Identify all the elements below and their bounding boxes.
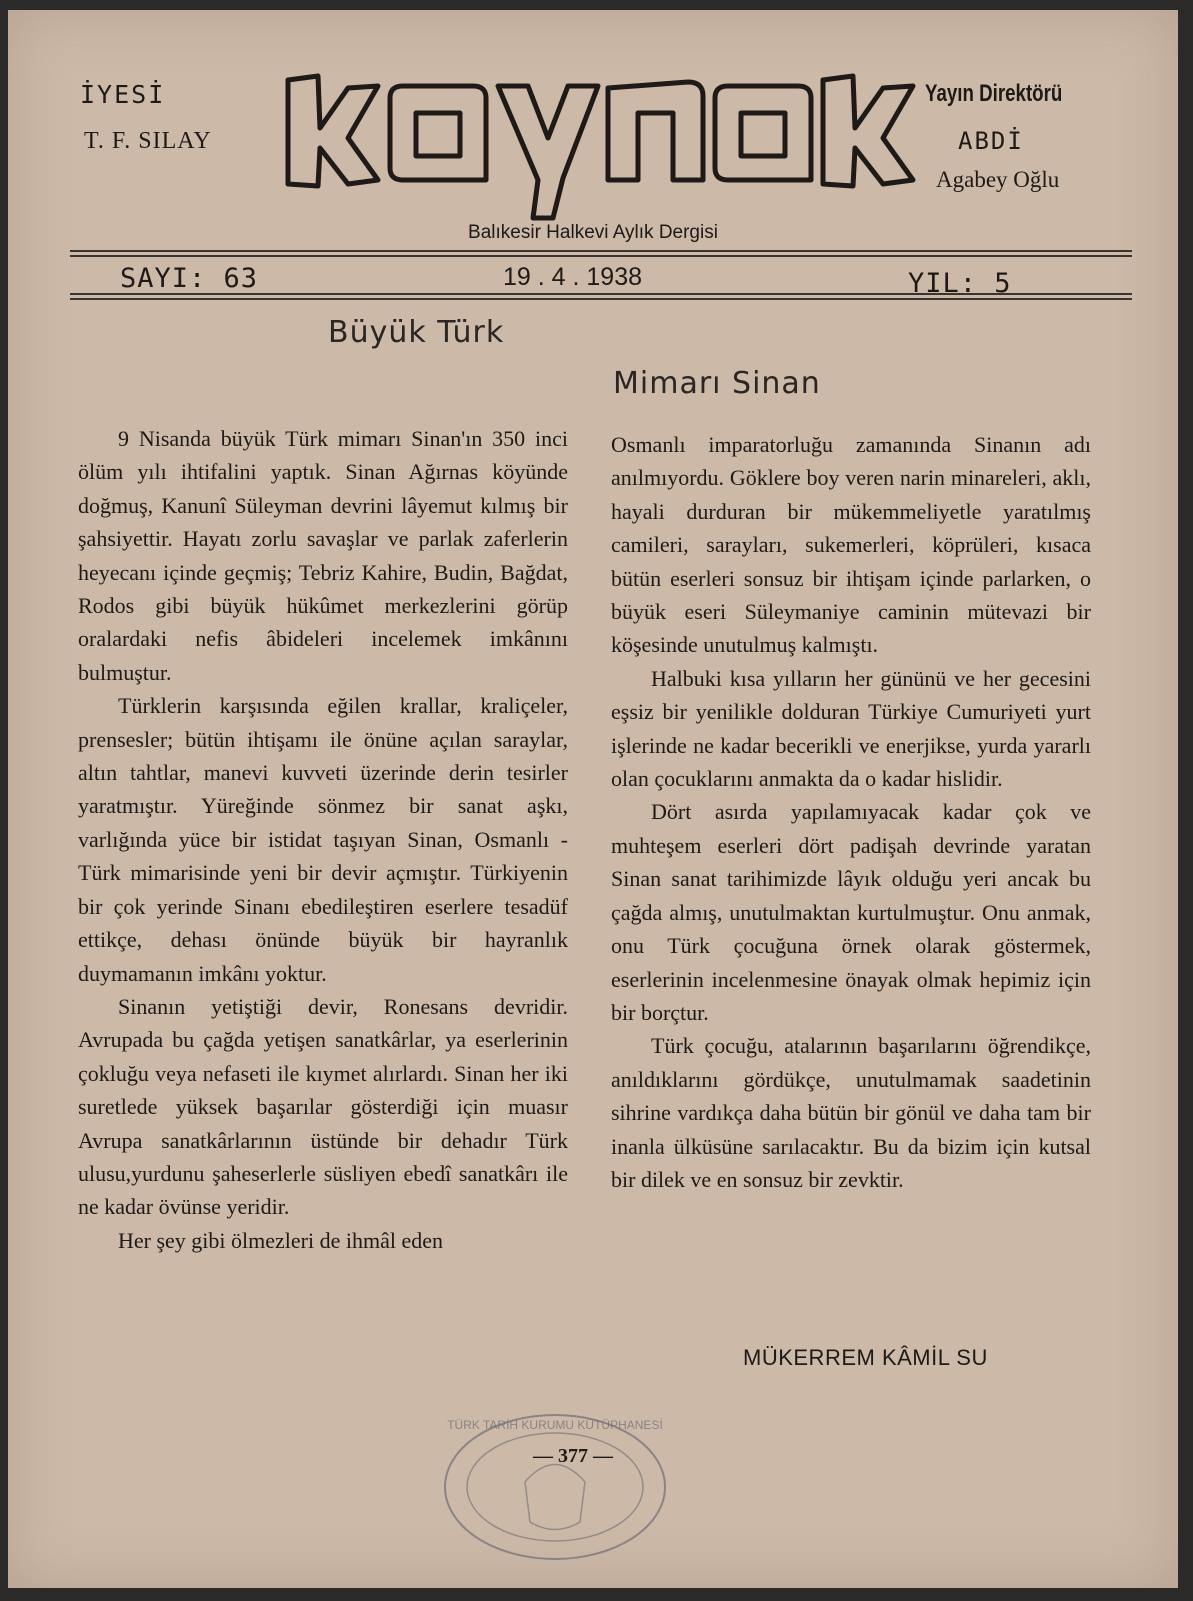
volume-year: YIL: 5 — [908, 268, 1012, 299]
magazine-subtitle: Balıkesir Halkevi Aylık Dergisi — [468, 222, 718, 243]
owner-name: T. F. SILAY — [84, 128, 212, 154]
director-name: ABDİ — [958, 127, 1024, 155]
top-rule — [70, 250, 1132, 252]
top-rule-thin — [70, 255, 1132, 257]
issue-number: SAYI: 63 — [120, 263, 259, 294]
author-signature: MÜKERREM KÂMİL SU — [743, 1345, 988, 1370]
article-left-column — [78, 422, 568, 1257]
paragraph: Osmanlı imparatorluğu zamanında Sinanın adı anılmıyordu. Göklere boy veren narin minareleri, aklı, hayali durduran bir mükemmeliyetle yaratılmış camileri, sarayları, sukemerleri, köprüleri, kısaca bütün eserleri sonsuz bir ihtişam içinde parlarken, o büyük eseri Süleymaniye caminin mütevazi bir köşesinde unutulmuş kalmıştı. — [611, 432, 1091, 658]
paragraph: Türklerin karşısında eğilen krallar, kraliçeler, prensesler; bütün ihtişamı ile önüne açılan saraylar, altın tahtlar, manevi kuvveti üzerinde derin tesirler yaratmıştır. Yüreğinde sönmez bir sanat aşkı, varlığında yüce bir istidat taşıyan Sinan, Osmanlı - Türk mimarisinde yeni bir devir açmıştır. Türkiyenin bir çok yerinde Sinanı ebedileştiren eserlere tesadüf ettikçe, dehası önünde büyük bir hayranlık duymamanın imkânı yoktur. — [78, 693, 568, 986]
headline-line-2: Mimarı Sinan — [613, 366, 821, 401]
magazine-page — [8, 10, 1178, 1588]
paragraph: Her şey gibi ölmezleri de ihmâl eden — [118, 1227, 443, 1253]
headline-line-1: Büyük Türk — [328, 315, 505, 350]
paragraph: Dört asırda yapılamıyacak kadar çok ve muhteşem eserleri dört padişah devrinde yaratan Sinan sanat tarihimizde lâyık olduğu yeri ancak bu çağda almış, unutulmaktan kurtulmuştur. Onu anmak, onu Türk çocuğuna örnek olarak göstermek, eserlerinin incelenmesine önayak olmak hepimiz için bir borçtur. — [611, 799, 1091, 1025]
article-right-column — [611, 428, 1091, 1196]
director-surname: Agabey Oğlu — [936, 167, 1060, 192]
library-stamp — [430, 1407, 680, 1567]
bottom-rule — [70, 293, 1132, 295]
stamp-text: TÜRK TARİH KURUMU KÜTÜPHANESİ — [447, 1418, 663, 1432]
paragraph: Halbuki kısa yılların her gününü ve her gecesini eşsiz bir yenilikle dolduran Türkiye Cumuriyeti yurt işlerinde ne kadar becerikli ve enerjikse, yurda yararlı olan çocuklarını anmakta da o kadar hislidir. — [611, 665, 1091, 792]
paragraph: Sinanın yetiştiği devir, Ronesans devridir. Avrupada bu çağda yetişen sanatkârlar, ya eserlerinin çokluğu veya nefaseti ile kıymet alırlardı. Sinan her iki suretlede yüksek başarılar gösterdiği için muasır Avrupa sanatkârlarının üstünde bir dehadır Türk ulusu,yurdunu şaheserlerle süsliyen ebedî sanatkârı ile ne kadar övünse yeridir. — [78, 993, 568, 1220]
kaynak-logo — [278, 68, 918, 238]
logo-text: kaynak — [278, 68, 281, 69]
paragraph: Türk çocuğu, atalarının başarılarını öğrendikçe, anıldıklarını gördükçe, unutulmamak saadetinin sihrine vardıkça daha bütün bir gönül ve daha tam bir inanla ülküsüne sarılacaktır. Bu da bizim için kutsal bir dilek ve en sonsuz bir zevktir. — [611, 1033, 1091, 1192]
issue-date: 19 . 4 . 1938 — [503, 263, 643, 291]
owner-title: İYESİ — [80, 80, 166, 109]
page-number: — 377 — — [533, 1445, 613, 1467]
director-title: Yayın Direktörü — [925, 80, 1063, 107]
bottom-rule-thin — [70, 298, 1132, 300]
paragraph: 9 Nisanda büyük Türk mimarı Sinan'ın 350 inci ölüm yılı ihtifalini yaptık. Sinan Ağırnas köyünde doğmuş, Kanunî Süleyman devrini lâyemut kılmış bir şahsiyettir. Hayatı zorlu savaşlar ve parlak zaferlerin heyecanı içinde geçmiş; Tebriz Kahire, Budin, Bağdat, Rodos gibi büyük hükûmet merkezlerini görüp oralardaki nefis âbideleri incelemek imkânını bulmuştur. — [78, 426, 568, 685]
